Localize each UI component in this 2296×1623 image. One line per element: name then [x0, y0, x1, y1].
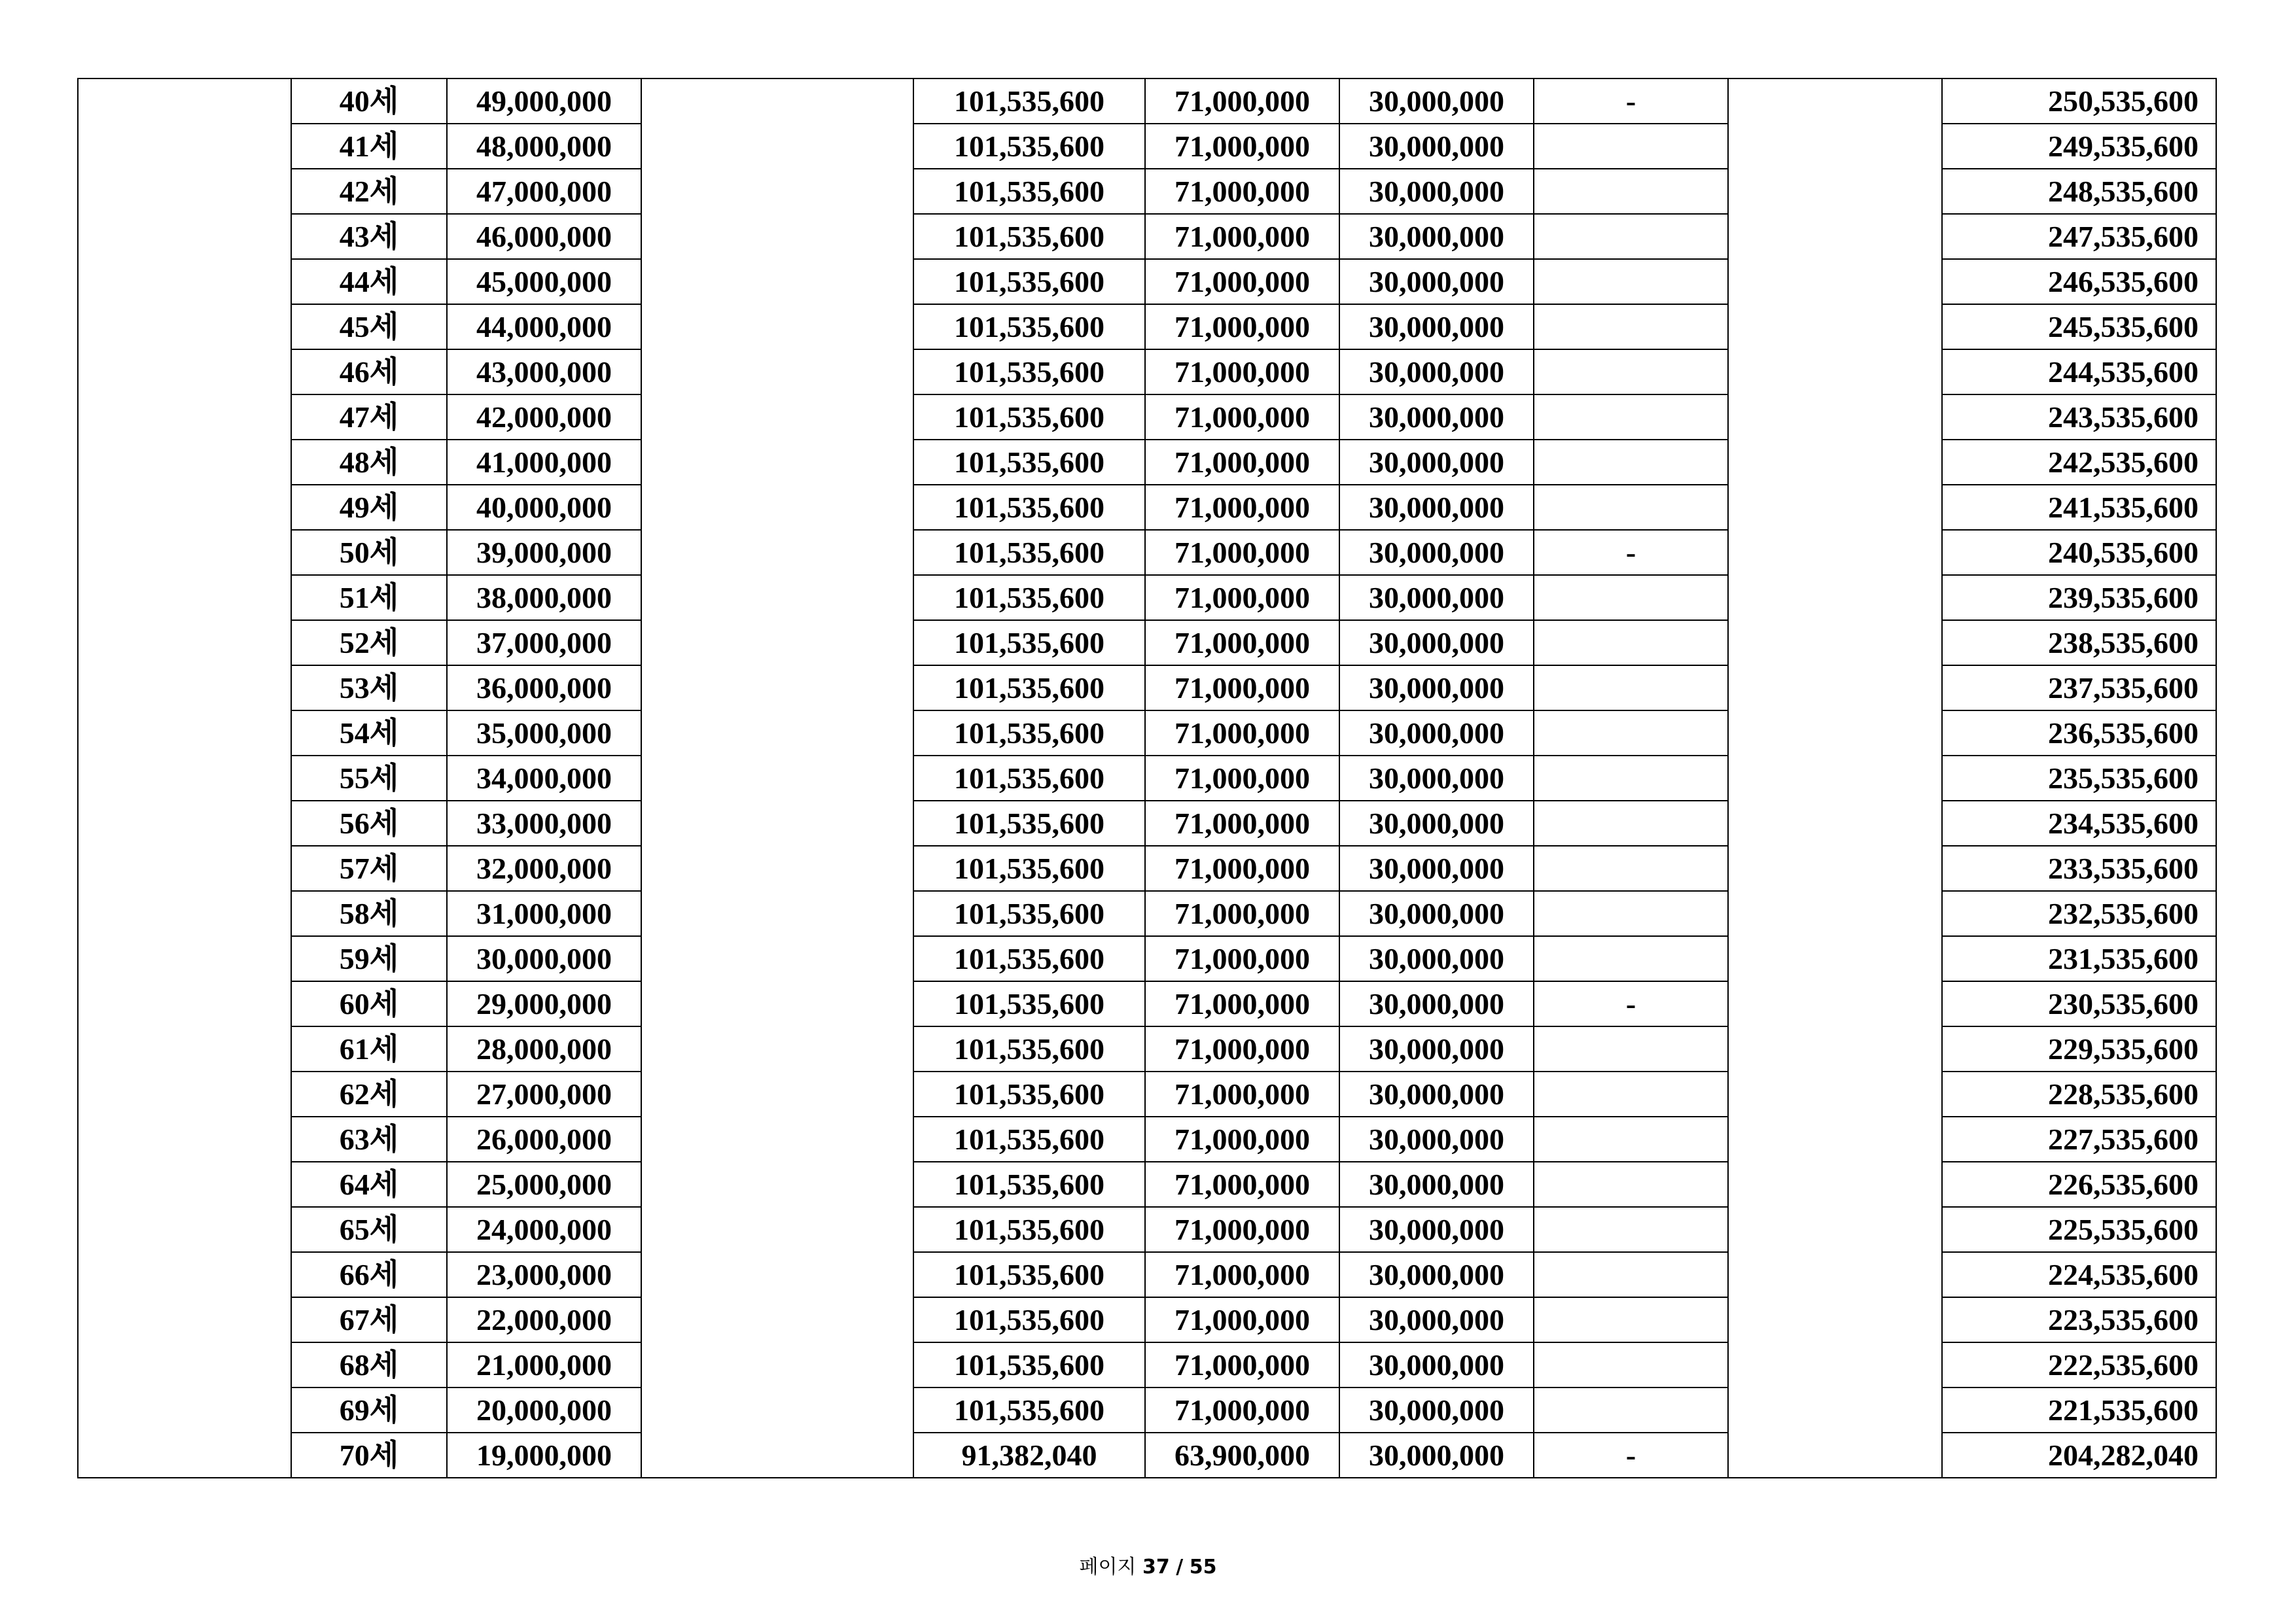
- amount-cell: 30,000,000: [1339, 485, 1534, 530]
- amount-cell: 30,000,000: [1339, 981, 1534, 1026]
- amount-cell: 71,000,000: [1145, 936, 1339, 981]
- amount-cell: 30,000,000: [1339, 620, 1534, 665]
- amount-cell: 71,000,000: [1145, 1072, 1339, 1117]
- note-cell: [1534, 1342, 1728, 1387]
- amount-cell: 101,535,600: [913, 394, 1145, 440]
- amount-cell: 71,000,000: [1145, 304, 1339, 349]
- amount-cell: 71,000,000: [1145, 1252, 1339, 1297]
- amount-cell: 30,000,000: [1339, 1297, 1534, 1342]
- amount-cell: 30,000,000: [1339, 1252, 1534, 1297]
- age-cell: 47세: [291, 394, 447, 440]
- amount-cell: 101,535,600: [913, 485, 1145, 530]
- total-cell: 249,535,600: [1942, 124, 2216, 169]
- total-cell: 225,535,600: [1942, 1207, 2216, 1252]
- amount-cell: 44,000,000: [447, 304, 641, 349]
- note-cell: [1534, 756, 1728, 801]
- amount-cell: 30,000,000: [1339, 214, 1534, 259]
- amount-cell: 71,000,000: [1145, 485, 1339, 530]
- age-cell: 70세: [291, 1433, 447, 1478]
- amount-cell: 101,535,600: [913, 79, 1145, 124]
- amount-cell: 101,535,600: [913, 1207, 1145, 1252]
- total-cell: 231,535,600: [1942, 936, 2216, 981]
- amount-cell: 101,535,600: [913, 846, 1145, 891]
- note-cell: [1534, 801, 1728, 846]
- total-cell: 246,535,600: [1942, 259, 2216, 304]
- page-current: 37: [1142, 1556, 1170, 1579]
- age-cell: 46세: [291, 349, 447, 394]
- amount-cell: 101,535,600: [913, 1072, 1145, 1117]
- amount-cell: 71,000,000: [1145, 981, 1339, 1026]
- age-cell: 44세: [291, 259, 447, 304]
- amount-cell: 29,000,000: [447, 981, 641, 1026]
- age-cell: 64세: [291, 1162, 447, 1207]
- note-cell: [1534, 1162, 1728, 1207]
- note-cell: [1534, 575, 1728, 620]
- total-cell: 245,535,600: [1942, 304, 2216, 349]
- amount-cell: 71,000,000: [1145, 530, 1339, 575]
- amount-cell: 30,000,000: [1339, 1433, 1534, 1478]
- amount-cell: 101,535,600: [913, 891, 1145, 936]
- age-cell: 58세: [291, 891, 447, 936]
- amount-cell: 26,000,000: [447, 1117, 641, 1162]
- note-cell: [1534, 665, 1728, 710]
- age-cell: 59세: [291, 936, 447, 981]
- amount-cell: 30,000,000: [1339, 79, 1534, 124]
- age-cell: 63세: [291, 1117, 447, 1162]
- note-cell: [1534, 936, 1728, 981]
- amount-cell: 30,000,000: [447, 936, 641, 981]
- age-cell: 45세: [291, 304, 447, 349]
- amount-cell: 30,000,000: [1339, 440, 1534, 485]
- amount-cell: 46,000,000: [447, 214, 641, 259]
- amount-cell: 101,535,600: [913, 1026, 1145, 1072]
- age-cell: 42세: [291, 169, 447, 214]
- note-cell: [1534, 1026, 1728, 1072]
- amount-cell: 30,000,000: [1339, 1026, 1534, 1072]
- amount-cell: 30,000,000: [1339, 710, 1534, 756]
- age-cell: 48세: [291, 440, 447, 485]
- amount-cell: 28,000,000: [447, 1026, 641, 1072]
- total-cell: 232,535,600: [1942, 891, 2216, 936]
- amount-cell: 30,000,000: [1339, 891, 1534, 936]
- total-cell: 234,535,600: [1942, 801, 2216, 846]
- amount-cell: 101,535,600: [913, 440, 1145, 485]
- age-cell: 55세: [291, 756, 447, 801]
- amount-cell: 30,000,000: [1339, 349, 1534, 394]
- amount-cell: 101,535,600: [913, 1342, 1145, 1387]
- amount-cell: 31,000,000: [447, 891, 641, 936]
- amount-cell: 71,000,000: [1145, 1207, 1339, 1252]
- amount-cell: 71,000,000: [1145, 575, 1339, 620]
- amount-cell: 71,000,000: [1145, 214, 1339, 259]
- amount-cell: 30,000,000: [1339, 1342, 1534, 1387]
- category-cell: [78, 79, 291, 1478]
- note-cell: [1534, 1297, 1728, 1342]
- total-cell: 228,535,600: [1942, 1072, 2216, 1117]
- age-cell: 62세: [291, 1072, 447, 1117]
- amount-cell: 40,000,000: [447, 485, 641, 530]
- note-cell: [1534, 891, 1728, 936]
- note-cell: [1534, 1252, 1728, 1297]
- note-cell: [1534, 710, 1728, 756]
- amount-cell: 33,000,000: [447, 801, 641, 846]
- amount-cell: 32,000,000: [447, 846, 641, 891]
- amount-cell: 101,535,600: [913, 1117, 1145, 1162]
- note-cell: [1534, 349, 1728, 394]
- amount-cell: 71,000,000: [1145, 259, 1339, 304]
- note-cell: [1534, 214, 1728, 259]
- amount-cell: 71,000,000: [1145, 440, 1339, 485]
- total-cell: 250,535,600: [1942, 79, 2216, 124]
- amount-cell: 22,000,000: [447, 1297, 641, 1342]
- amount-cell: 45,000,000: [447, 259, 641, 304]
- table-row: [78, 79, 2216, 124]
- page-label: 페이지: [1079, 1556, 1137, 1579]
- note-cell: -: [1534, 1433, 1728, 1478]
- note-cell: -: [1534, 981, 1728, 1026]
- total-cell: 248,535,600: [1942, 169, 2216, 214]
- amount-cell: 101,535,600: [913, 665, 1145, 710]
- amount-cell: 30,000,000: [1339, 936, 1534, 981]
- total-cell: 230,535,600: [1942, 981, 2216, 1026]
- note-cell: [1534, 1207, 1728, 1252]
- amount-cell: 101,535,600: [913, 1252, 1145, 1297]
- amount-cell: 30,000,000: [1339, 394, 1534, 440]
- total-cell: 233,535,600: [1942, 846, 2216, 891]
- amount-cell: 101,535,600: [913, 349, 1145, 394]
- amount-cell: 30,000,000: [1339, 1072, 1534, 1117]
- total-cell: 237,535,600: [1942, 665, 2216, 710]
- total-cell: 243,535,600: [1942, 394, 2216, 440]
- note-cell: [1534, 620, 1728, 665]
- amount-cell: 37,000,000: [447, 620, 641, 665]
- page-total: 55: [1189, 1556, 1217, 1579]
- amount-cell: 71,000,000: [1145, 169, 1339, 214]
- total-cell: 238,535,600: [1942, 620, 2216, 665]
- total-cell: 229,535,600: [1942, 1026, 2216, 1072]
- amount-cell: 30,000,000: [1339, 169, 1534, 214]
- amount-cell: 101,535,600: [913, 936, 1145, 981]
- age-cell: 60세: [291, 981, 447, 1026]
- amount-cell: 71,000,000: [1145, 710, 1339, 756]
- amount-cell: 30,000,000: [1339, 1207, 1534, 1252]
- amount-cell: 101,535,600: [913, 169, 1145, 214]
- amount-cell: 101,535,600: [913, 214, 1145, 259]
- note-cell: [1534, 1072, 1728, 1117]
- amount-cell: 101,535,600: [913, 575, 1145, 620]
- amount-cell: 71,000,000: [1145, 846, 1339, 891]
- amount-cell: 47,000,000: [447, 169, 641, 214]
- amount-cell: 63,900,000: [1145, 1433, 1339, 1478]
- amount-cell: 101,535,600: [913, 1387, 1145, 1433]
- amount-cell: 39,000,000: [447, 530, 641, 575]
- total-cell: 224,535,600: [1942, 1252, 2216, 1297]
- age-cell: 67세: [291, 1297, 447, 1342]
- amount-cell: 101,535,600: [913, 124, 1145, 169]
- amount-cell: 71,000,000: [1145, 620, 1339, 665]
- amount-cell: 71,000,000: [1145, 124, 1339, 169]
- note-cell: [1534, 169, 1728, 214]
- age-cell: 50세: [291, 530, 447, 575]
- age-cell: 49세: [291, 485, 447, 530]
- amount-cell: 71,000,000: [1145, 665, 1339, 710]
- amount-cell: 101,535,600: [913, 1162, 1145, 1207]
- age-cell: 40세: [291, 79, 447, 124]
- amount-cell: 21,000,000: [447, 1342, 641, 1387]
- amount-cell: 30,000,000: [1339, 1117, 1534, 1162]
- page-footer: [0, 1550, 2296, 1579]
- total-cell: 240,535,600: [1942, 530, 2216, 575]
- total-cell: 247,535,600: [1942, 214, 2216, 259]
- note-cell: [1534, 259, 1728, 304]
- amount-cell: 30,000,000: [1339, 124, 1534, 169]
- amount-cell: 71,000,000: [1145, 349, 1339, 394]
- total-cell: 222,535,600: [1942, 1342, 2216, 1387]
- amount-cell: 36,000,000: [447, 665, 641, 710]
- amount-cell: 30,000,000: [1339, 846, 1534, 891]
- total-cell: 239,535,600: [1942, 575, 2216, 620]
- amount-cell: 71,000,000: [1145, 79, 1339, 124]
- amount-cell: 71,000,000: [1145, 1117, 1339, 1162]
- total-cell: 244,535,600: [1942, 349, 2216, 394]
- amount-cell: 30,000,000: [1339, 756, 1534, 801]
- amount-cell: 71,000,000: [1145, 394, 1339, 440]
- total-cell: 226,535,600: [1942, 1162, 2216, 1207]
- amount-cell: 38,000,000: [447, 575, 641, 620]
- age-cell: 52세: [291, 620, 447, 665]
- amount-cell: 30,000,000: [1339, 1387, 1534, 1433]
- amount-cell: 42,000,000: [447, 394, 641, 440]
- total-cell: 223,535,600: [1942, 1297, 2216, 1342]
- total-cell: 242,535,600: [1942, 440, 2216, 485]
- amount-cell: 101,535,600: [913, 530, 1145, 575]
- amount-cell: 19,000,000: [447, 1433, 641, 1478]
- total-cell: 235,535,600: [1942, 756, 2216, 801]
- amount-cell: 30,000,000: [1339, 304, 1534, 349]
- blank-cell: [1728, 79, 1942, 1478]
- amount-cell: 30,000,000: [1339, 665, 1534, 710]
- age-cell: 69세: [291, 1387, 447, 1433]
- age-cell: 61세: [291, 1026, 447, 1072]
- amount-cell: 71,000,000: [1145, 756, 1339, 801]
- amount-cell: 24,000,000: [447, 1207, 641, 1252]
- age-cell: 68세: [291, 1342, 447, 1387]
- total-cell: 221,535,600: [1942, 1387, 2216, 1433]
- amount-cell: 101,535,600: [913, 801, 1145, 846]
- amount-cell: 48,000,000: [447, 124, 641, 169]
- total-cell: 204,282,040: [1942, 1433, 2216, 1478]
- note-cell: [1534, 1387, 1728, 1433]
- amount-cell: 34,000,000: [447, 756, 641, 801]
- amount-cell: 30,000,000: [1339, 575, 1534, 620]
- total-cell: 241,535,600: [1942, 485, 2216, 530]
- age-cell: 41세: [291, 124, 447, 169]
- age-cell: 57세: [291, 846, 447, 891]
- note-cell: [1534, 304, 1728, 349]
- amount-cell: 71,000,000: [1145, 1387, 1339, 1433]
- note-cell: [1534, 1117, 1728, 1162]
- amount-cell: 27,000,000: [447, 1072, 641, 1117]
- amount-cell: 30,000,000: [1339, 1162, 1534, 1207]
- amount-cell: 101,535,600: [913, 981, 1145, 1026]
- age-cell: 54세: [291, 710, 447, 756]
- amount-cell: 101,535,600: [913, 259, 1145, 304]
- note-cell: [1534, 124, 1728, 169]
- amount-cell: 71,000,000: [1145, 891, 1339, 936]
- amount-cell: 101,535,600: [913, 1297, 1145, 1342]
- amount-cell: 30,000,000: [1339, 801, 1534, 846]
- page-separator: /: [1176, 1556, 1184, 1579]
- amount-cell: 25,000,000: [447, 1162, 641, 1207]
- age-cell: 66세: [291, 1252, 447, 1297]
- note-cell: [1534, 440, 1728, 485]
- blank-cell: [641, 79, 913, 1478]
- table-body: [78, 79, 2216, 1478]
- amount-cell: 101,535,600: [913, 304, 1145, 349]
- age-amount-table: [77, 78, 2217, 1478]
- amount-cell: 71,000,000: [1145, 1162, 1339, 1207]
- age-cell: 43세: [291, 214, 447, 259]
- amount-cell: 101,535,600: [913, 710, 1145, 756]
- age-cell: 65세: [291, 1207, 447, 1252]
- note-cell: [1534, 394, 1728, 440]
- amount-cell: 71,000,000: [1145, 801, 1339, 846]
- note-cell: -: [1534, 530, 1728, 575]
- note-cell: [1534, 846, 1728, 891]
- amount-cell: 71,000,000: [1145, 1342, 1339, 1387]
- amount-cell: 20,000,000: [447, 1387, 641, 1433]
- total-cell: 227,535,600: [1942, 1117, 2216, 1162]
- amount-cell: 91,382,040: [913, 1433, 1145, 1478]
- amount-cell: 49,000,000: [447, 79, 641, 124]
- amount-cell: 71,000,000: [1145, 1297, 1339, 1342]
- amount-cell: 30,000,000: [1339, 530, 1534, 575]
- amount-cell: 101,535,600: [913, 756, 1145, 801]
- age-cell: 56세: [291, 801, 447, 846]
- note-cell: [1534, 485, 1728, 530]
- note-cell: -: [1534, 79, 1728, 124]
- amount-cell: 71,000,000: [1145, 1026, 1339, 1072]
- age-cell: 53세: [291, 665, 447, 710]
- amount-cell: 35,000,000: [447, 710, 641, 756]
- total-cell: 236,535,600: [1942, 710, 2216, 756]
- amount-cell: 41,000,000: [447, 440, 641, 485]
- amount-cell: 101,535,600: [913, 620, 1145, 665]
- age-cell: 51세: [291, 575, 447, 620]
- amount-cell: 23,000,000: [447, 1252, 641, 1297]
- amount-cell: 43,000,000: [447, 349, 641, 394]
- amount-cell: 30,000,000: [1339, 259, 1534, 304]
